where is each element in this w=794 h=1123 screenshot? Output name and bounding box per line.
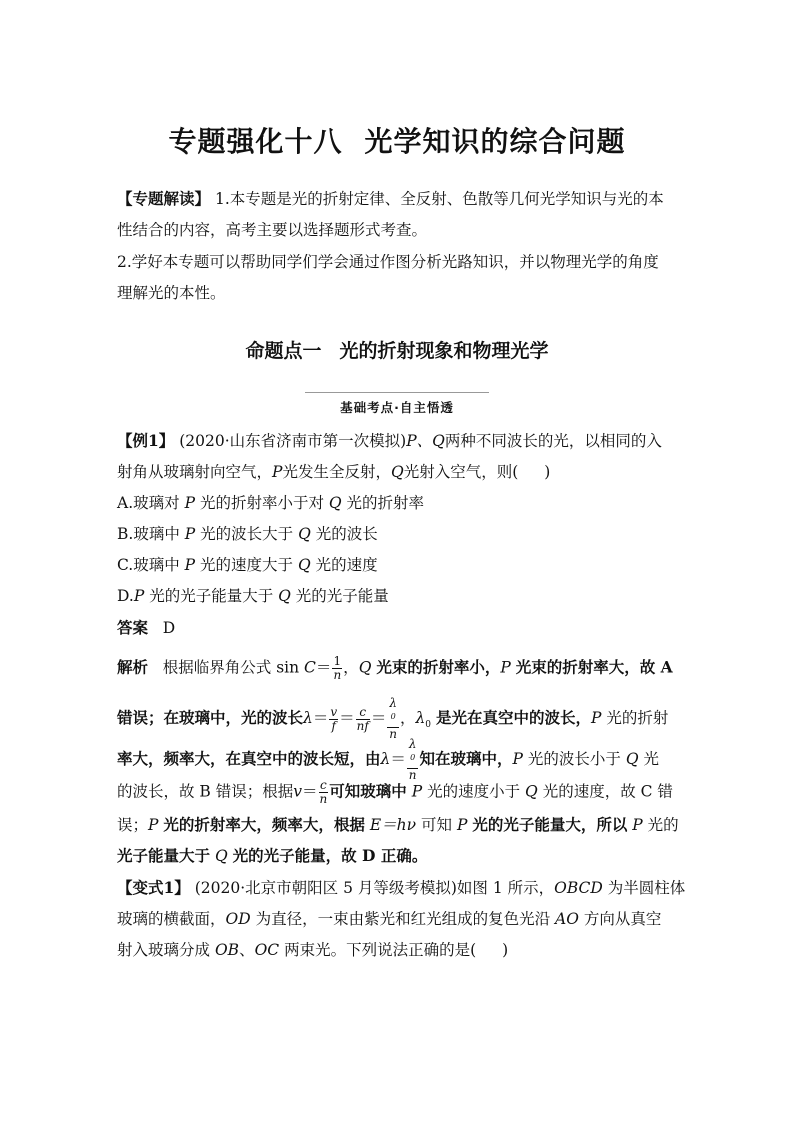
numerator: c — [320, 778, 327, 792]
comma: ， — [399, 709, 416, 727]
text: 光的折射率 — [346, 494, 425, 512]
example1-label: 【例1】 — [117, 431, 175, 450]
title-part2: 光学知识的综合问题 — [364, 125, 626, 158]
intro-p1-line1: 1.本专题是光的折射定律、全反射、色散等几何光学知识与光的本 — [214, 190, 664, 208]
text: 光的速度 — [315, 556, 378, 574]
example1-line-2 — [117, 462, 682, 482]
symbol-p: P — [184, 494, 195, 512]
section-heading — [0, 336, 794, 363]
text: 光射入空气，则( — [403, 463, 519, 481]
variant1-line-1 — [117, 878, 686, 898]
equals-sign: ＝ — [390, 750, 406, 768]
symbol-q: Q — [214, 847, 228, 865]
symbol-c: C — [304, 658, 316, 677]
symbol-p: P — [133, 587, 145, 605]
text: D. — [117, 587, 134, 605]
variant1-line-2 — [117, 909, 682, 929]
text: C.玻璃中 — [117, 556, 180, 574]
option-c — [117, 555, 682, 575]
symbol-q: Q — [525, 782, 538, 801]
text: 光发生全反射， — [282, 463, 391, 481]
section-number: 命题点一 — [245, 340, 322, 362]
answer-value: D — [162, 619, 176, 637]
text: 率大，频率大，在真空中的波长短，由 — [117, 749, 381, 768]
equals-sign: ＝ — [370, 709, 387, 727]
text: 如图 1 所示， — [456, 879, 555, 897]
text: 光的光子能量大于 — [149, 587, 274, 605]
section-subtitle: 基础考点·自主悟透 — [340, 400, 454, 415]
text: 为半圆柱体 — [607, 879, 686, 897]
variant1-source: (2020·北京市朝阳区 5 月等级考模拟) — [194, 879, 457, 897]
equals-sign: ＝ — [315, 658, 332, 677]
text: 光的光子能量 — [295, 587, 389, 605]
symbol-p: P — [272, 463, 283, 481]
text: 光的速度，故 C 错 — [542, 782, 673, 801]
intro-label: 【专题解读】 — [117, 189, 211, 208]
text: 知在玻璃中， — [419, 749, 513, 768]
text: ) — [502, 941, 509, 959]
symbol-v: v — [293, 782, 303, 801]
intro-line-1 — [117, 189, 682, 209]
fraction-v-over-f — [329, 706, 338, 733]
subscript: 0 — [410, 753, 416, 762]
text: 、 — [239, 941, 255, 959]
symbol-p: P — [184, 525, 196, 543]
symbol-lambda: λ — [380, 750, 391, 768]
text: ) — [544, 463, 551, 481]
numerator: λ — [408, 737, 417, 751]
text: B.玻璃中 — [117, 525, 180, 543]
text: 玻璃的横截面， — [117, 910, 226, 928]
text: 光的波长大于 — [200, 525, 294, 543]
numerator: c — [356, 706, 370, 720]
subtitle-rule — [305, 392, 489, 393]
text: 射入玻璃分成 — [117, 941, 211, 959]
text: 是光在真空中的波长， — [435, 708, 591, 727]
text: 根据临界角公式 sin — [162, 658, 305, 677]
symbol-p: P — [512, 750, 523, 768]
symbol-p: P — [456, 816, 468, 834]
analysis-line-4 — [117, 779, 682, 806]
variant1-line-3 — [117, 940, 682, 960]
denominator: n — [333, 668, 342, 682]
numerator: 1 — [333, 654, 342, 668]
example1-source: (2020·山东省济南市第一次模拟) — [179, 432, 407, 450]
symbol-p: P — [590, 709, 602, 727]
analysis-line-3 — [117, 738, 682, 782]
fraction-lambda0-over-n — [387, 697, 399, 741]
symbol-od: OD — [225, 910, 251, 928]
symbol-q: Q — [358, 658, 372, 677]
text: 光的波长小于 — [527, 750, 621, 768]
equals-sign: ＝ — [312, 709, 329, 727]
page-title — [0, 120, 794, 160]
comma: ， — [343, 658, 359, 677]
text: 光束的折射率大，故 A — [515, 657, 673, 677]
analysis-line-1 — [117, 655, 682, 682]
text: 光的速度小于 — [427, 782, 521, 801]
variant1-label: 【变式1】 — [117, 878, 190, 897]
numerator: λ — [389, 696, 397, 710]
denominator: nf — [356, 718, 369, 733]
option-b — [117, 524, 682, 544]
text: 射角从玻璃射向空气， — [117, 463, 273, 481]
equals-sign: ＝ — [339, 709, 355, 727]
answer-line — [117, 618, 682, 638]
formula-e-hv: E＝hν — [369, 816, 417, 834]
text: 光的速度大于 — [200, 556, 294, 574]
text: 光的波长 — [315, 525, 378, 543]
symbol-p: P — [148, 816, 159, 834]
text: 光的折射率大，频率大，根据 — [163, 815, 365, 834]
text: 错误；在玻璃中，光的波长 — [117, 708, 304, 727]
equals-sign: ＝ — [302, 782, 318, 801]
analysis-line-6 — [117, 846, 682, 866]
symbol-oc: OC — [254, 941, 280, 959]
option-d — [117, 586, 682, 606]
subscript: 0 — [390, 712, 396, 721]
title-part1: 专题强化十八 — [168, 125, 343, 158]
text: 为直径，一束由紫光和红光组成的复色光沿 — [255, 910, 551, 928]
symbol-q: Q — [390, 463, 404, 481]
denominator: f — [331, 718, 336, 733]
symbol-q: Q — [278, 587, 291, 605]
section-title: 光的折射现象和物理光学 — [339, 340, 549, 362]
analysis-line-2 — [117, 697, 682, 741]
fraction-c-over-n — [319, 779, 329, 806]
text: 光的折射率小于对 — [199, 494, 324, 512]
text: 光的光子能量，故 D 正确。 — [232, 846, 428, 865]
subscript: 0 — [425, 720, 432, 731]
symbol-q: Q — [298, 525, 311, 543]
text: 光 — [643, 750, 659, 768]
symbol-q: Q — [625, 750, 639, 768]
intro-line-3: 2.学好本专题可以帮助同学们学会通过作图分析光路知识，并以物理光学的角度 — [117, 253, 659, 271]
text: 光的 — [647, 816, 679, 834]
text: 误； — [117, 816, 149, 834]
analysis-line-5 — [117, 815, 682, 835]
denominator: n — [408, 768, 417, 782]
symbol-p: P — [411, 782, 423, 801]
symbol-lambda: λ — [415, 709, 426, 727]
fraction-1-over-n — [332, 655, 342, 682]
example1-line-1 — [117, 431, 682, 451]
option-a — [117, 493, 682, 513]
text: 光的光子能量大，所以 — [472, 815, 628, 834]
symbol-q: Q — [328, 494, 342, 512]
denominator: n — [319, 792, 328, 806]
numerator: v — [330, 704, 338, 719]
fraction-lambda0-over-n — [407, 738, 419, 782]
text: 两束光。下列说法正确的是( — [284, 941, 477, 959]
symbol-p: P — [184, 556, 196, 574]
symbol-ao: AO — [555, 910, 579, 928]
denominator: n — [389, 727, 398, 741]
example1-text: 两种不同波长的光，以相同的入 — [444, 432, 662, 450]
answer-label: 答案 — [117, 618, 149, 637]
text: 光束的折射率小， — [376, 657, 501, 677]
symbol-p: P — [632, 816, 643, 834]
text: 光子能量大于 — [117, 846, 211, 865]
fraction-c-over-nf — [356, 706, 370, 733]
symbol-q: Q — [298, 556, 311, 574]
text: 可知 — [421, 816, 453, 834]
intro-line-2: 性结合的内容，高考主要以选择题形式考查。 — [117, 221, 428, 239]
text: 可知玻璃中 — [329, 781, 407, 801]
text: 的波长，故 B 错误；根据 — [117, 782, 294, 801]
symbol-lambda: λ — [303, 709, 313, 727]
analysis-label: 解析 — [117, 657, 149, 677]
symbol-ob: OB — [214, 941, 240, 959]
text: 光的折射 — [606, 709, 669, 727]
intro-line-4: 理解光的本性。 — [117, 284, 226, 302]
symbol-pq: P、Q — [406, 432, 445, 450]
symbol-p: P — [500, 658, 511, 677]
text: 方向从真空 — [583, 910, 662, 928]
text: A.玻璃对 — [117, 494, 180, 512]
symbol-obcd: OBCD — [554, 879, 603, 897]
